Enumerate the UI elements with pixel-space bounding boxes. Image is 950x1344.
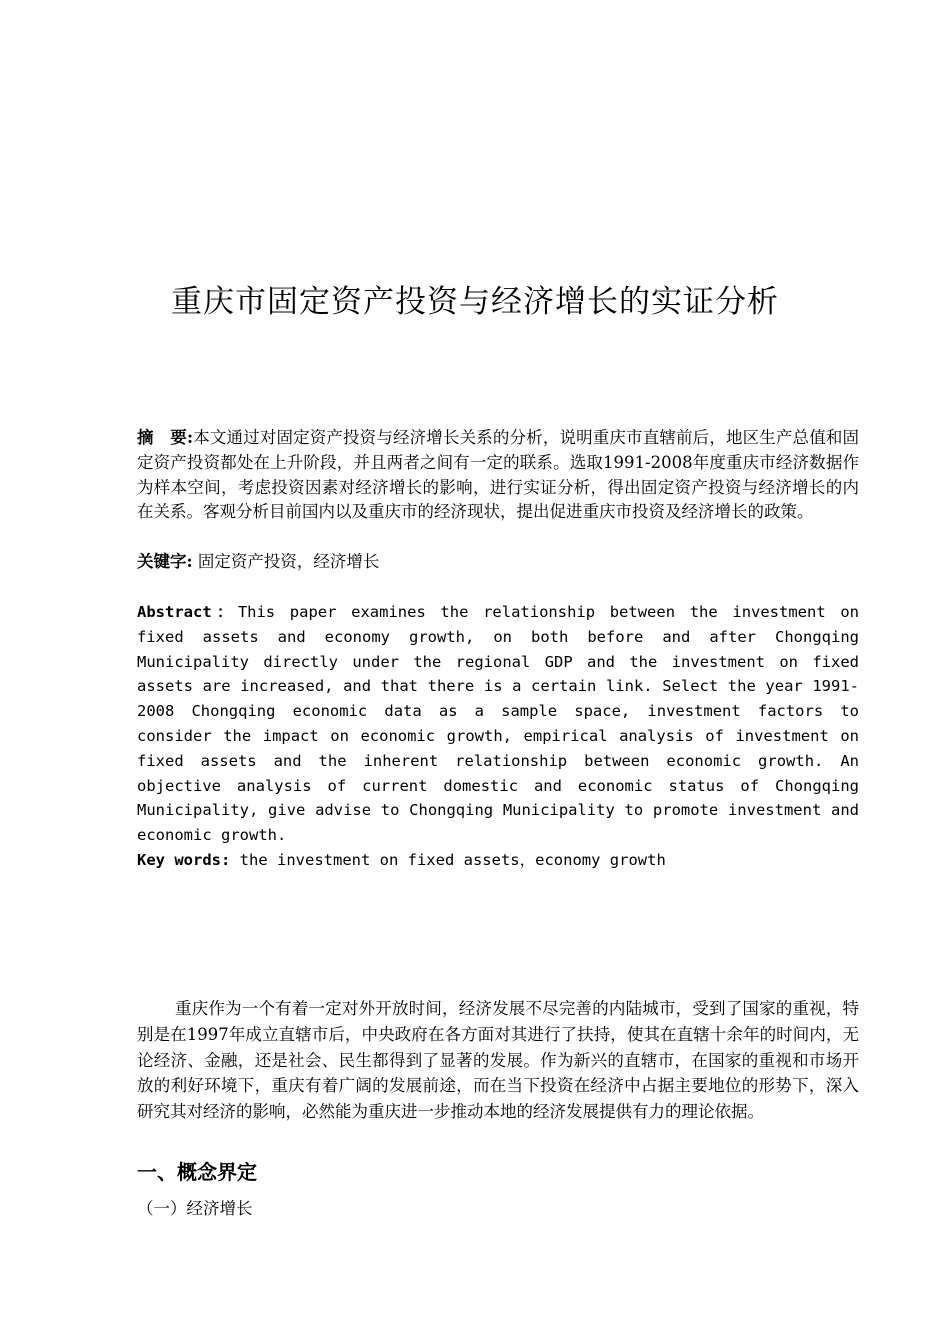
chinese-keywords-text: 固定资产投资，经济增长 bbox=[197, 552, 380, 571]
english-keywords bbox=[137, 848, 859, 873]
chinese-keywords-label: 关键字: bbox=[137, 552, 193, 571]
chinese-abstract-text: 本文通过对固定资产投资与经济增长关系的分析，说明重庆市直辖前后，地区生产总值和固定资产投资都处在上升阶段，并且两者之间有一定的联系。选取1991-2008年度重庆市经济数据作为样本空间，考虑投资因素对经济增长的影响，进行实证分析，得出固定资产投资与经济增长的内在关系。客观分析目前国内以及重庆市的经济现状，提出促进重庆市投资及经济增长的政策。 bbox=[137, 428, 860, 522]
chinese-abstract bbox=[137, 426, 859, 525]
english-keywords-label: Key words: bbox=[137, 851, 231, 869]
chinese-keywords bbox=[137, 550, 859, 575]
english-abstract-label: Abstract： bbox=[137, 603, 238, 621]
english-abstract-text: This paper examines the relationship between the investment on fixed assets and economy growth, on both before and after Chongqing Municipality directly under the regional GDP and the investment on fixed assets are increased, and that there is a certain link. Select the year 1991-2008 Chongqing economic data as a sample space, investment factors to consider the impact on economic growth, empirical analysis of investment on fixed assets and the inherent relationship between economic growth. An objective analysis of current domestic and economic status of Chongqing Municipality, give advise to Chongqing Municipality to promote investment and economic growth. bbox=[137, 603, 859, 845]
introduction-paragraph: 重庆作为一个有着一定对外开放时间，经济发展不尽完善的内陆城市，受到了国家的重视，特别是在1997年成立直辖市后，中央政府在各方面对其进行了扶持，使其在直辖十余年的时间内，无论经济、金融，还是社会、民生都得到了显著的发展。作为新兴的直辖市，在国家的重视和市场开放的利好环境下，重庆有着广阔的发展前途，而在当下投资在经济中占据主要地位的形势下，深入研究其对经济的影响，必然能为重庆进一步推动本地的经济发展提供有力的理论依据。 bbox=[137, 999, 859, 1122]
english-keywords-text: the investment on fixed assets，economy growth bbox=[239, 851, 666, 869]
subsection-heading: （一）经济增长 bbox=[137, 1199, 253, 1218]
chinese-abstract-label: 摘 要: bbox=[137, 428, 194, 447]
english-abstract bbox=[137, 600, 859, 848]
paper-title: 重庆市固定资产投资与经济增长的实证分析 bbox=[171, 284, 779, 320]
section-heading: 一、概念界定 bbox=[137, 1160, 257, 1184]
